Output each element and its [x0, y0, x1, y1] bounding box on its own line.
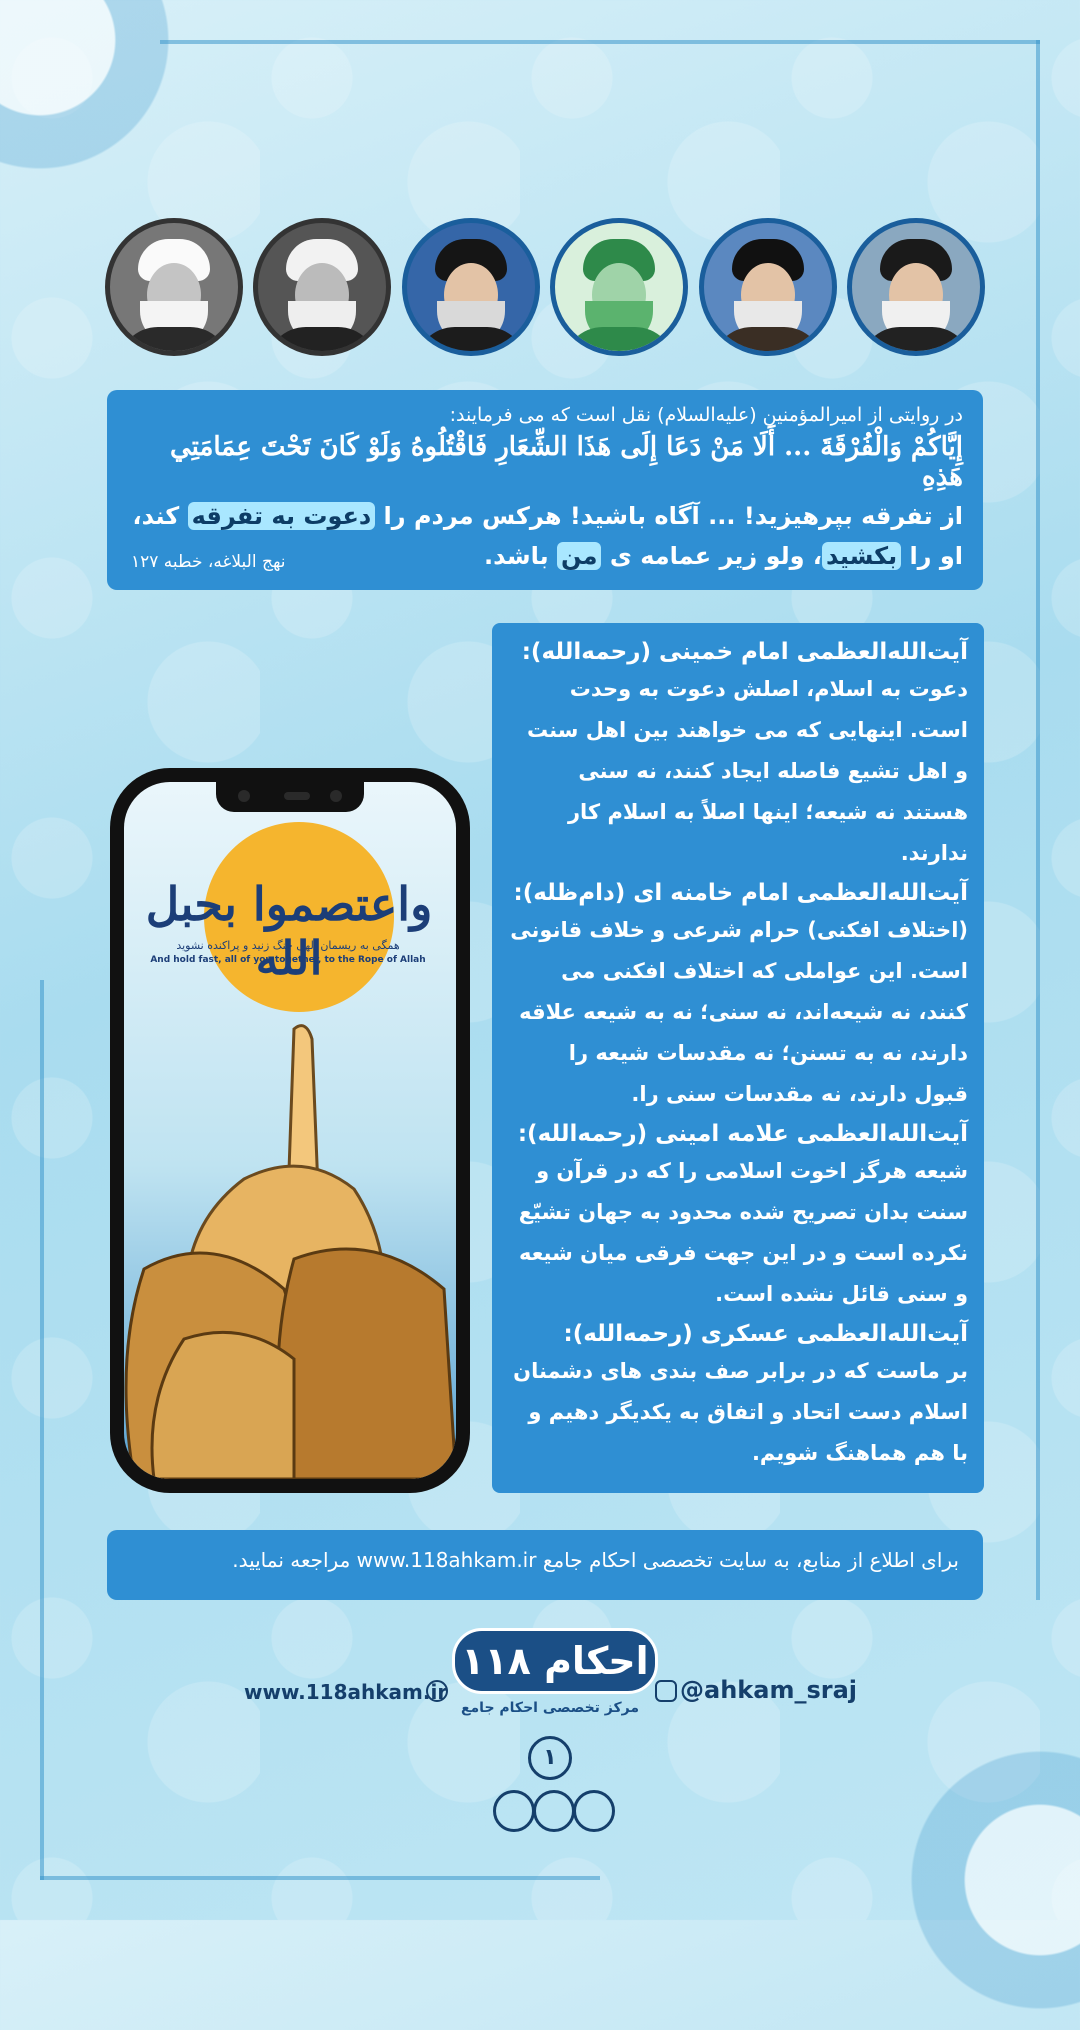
phone-notch	[216, 782, 364, 812]
saying-text-khomeini: دعوت به اسلام، اصلش دعوت به وحدت است. اینهایی که می خواهند بین اهل سنت و اهل تشیع فاصله ایجاد کنند، نه سنی هستند نه شیعه؛ اینها اصلاً به اسلام کار ندارند.	[526, 677, 968, 865]
frame-line-left	[40, 980, 44, 1880]
portrait-4	[402, 218, 540, 356]
logo-subtitle: مرکز تخصصی احکام جامع	[460, 1700, 640, 1716]
quote-intro: در روایتی از امیرالمؤمنین (علیه‌السلام) نقل است که می فرمایند:	[449, 404, 963, 426]
social-handle[interactable]: @ahkam_sraj	[680, 1676, 857, 1704]
hands-illustration	[124, 1009, 456, 1479]
portrait-5	[253, 218, 391, 356]
saying-heading-khamenei: آیت‌الله‌العظمی امام خامنه ای (دام‌ظله):	[513, 880, 968, 906]
sources-info-bar: برای اطلاع از منابع، به سایت تخصصی احکام جامع www.118ahkam.ir مراجعه نمایید.	[107, 1530, 983, 1600]
ahkam-logo[interactable]: ۱۱۸ احکام	[452, 1628, 658, 1694]
pagination-dot[interactable]	[573, 1790, 615, 1832]
frame-line-bottom	[40, 1876, 600, 1880]
quote-arabic: إِيَّاكُمْ وَالْفُرْقَةَ ... أَلَا مَنْ دَعَا إِلَى هَذَا الشِّعَارِ فَاقْتُلُوهُ وَلَوْ كَانَ تَحْتَ عِمَامَتِي هَذِهِ	[169, 432, 963, 492]
pagination-dot[interactable]	[493, 1790, 535, 1832]
quote-source: نهج البلاغه، خطبه ۱۲۷	[131, 552, 286, 572]
pagination-dot[interactable]	[533, 1790, 575, 1832]
page-number: ۱	[528, 1736, 572, 1780]
frame-line-right	[1036, 40, 1040, 1600]
portrait-1	[847, 218, 985, 356]
highlight: بکشید	[822, 542, 901, 570]
poster-calligraphy: واعتصموا بحبل الله	[145, 877, 433, 985]
sayings-box	[492, 623, 984, 1493]
saying-heading-amini: آیت‌الله‌العظمی علامه امینی (رحمه‌الله):	[517, 1121, 968, 1147]
portrait-3	[550, 218, 688, 356]
portraits-row	[105, 218, 985, 358]
frame-line-top	[160, 40, 1040, 44]
phone-screen	[124, 782, 456, 1479]
poster-subtitle-fa: همگی به ریسمان الهی چنگ زنید و پراکنده نشوید	[176, 939, 400, 952]
hadith-quote-box	[107, 390, 983, 590]
messenger-icon	[655, 1680, 677, 1702]
phone-mockup	[110, 768, 470, 1493]
saying-text-askari: بر ماست که در برابر صف بندی های دشمنان اسلام دست اتحاد و اتفاق به یکدیگر دهیم و با هم هماهنگ شویم.	[513, 1359, 968, 1465]
highlight: من	[557, 542, 601, 570]
saying-text-khamenei: (اختلاف افکنی) حرام شرعی و خلاف قانونی است. این عواملی که اختلاف افکنی می کنند، نه شیعه‌اند، نه سنی؛ نه به شیعه علاقه دارند، نه به تسنن؛ نه مقدسات شیعه را قبول دارند، نه مقدسات سنی را.	[510, 918, 968, 1106]
quote-persian: از تفرقه بپرهیزید! ... آگاه باشید! هرکس مردم را دعوت به تفرقه کند، او را بکشید، ولو زیر عمامه ی من باشد.	[132, 502, 963, 570]
highlight: دعوت به تفرقه	[188, 502, 376, 530]
portrait-6	[105, 218, 243, 356]
saying-heading-askari: آیت‌الله‌العظمی عسکری (رحمه‌الله):	[563, 1321, 968, 1347]
saying-heading-khomeini: آیت‌الله‌العظمی امام خمینی (رحمه‌الله):	[521, 639, 968, 665]
portrait-2	[699, 218, 837, 356]
saying-text-amini: شیعه هرگز اخوت اسلامی را که در قرآن و سنت بدان تصریح شده محدود به جهان تشیّع نکرده است و در این جهت فرقی میان شیعه و سنی قائل نشده است.	[518, 1159, 968, 1306]
globe-icon	[426, 1680, 448, 1702]
poster-subtitle-en: And hold fast, all of you together, to the Rope of Allah	[150, 955, 426, 965]
website-link[interactable]: www.118ahkam.ir	[244, 1680, 448, 1704]
